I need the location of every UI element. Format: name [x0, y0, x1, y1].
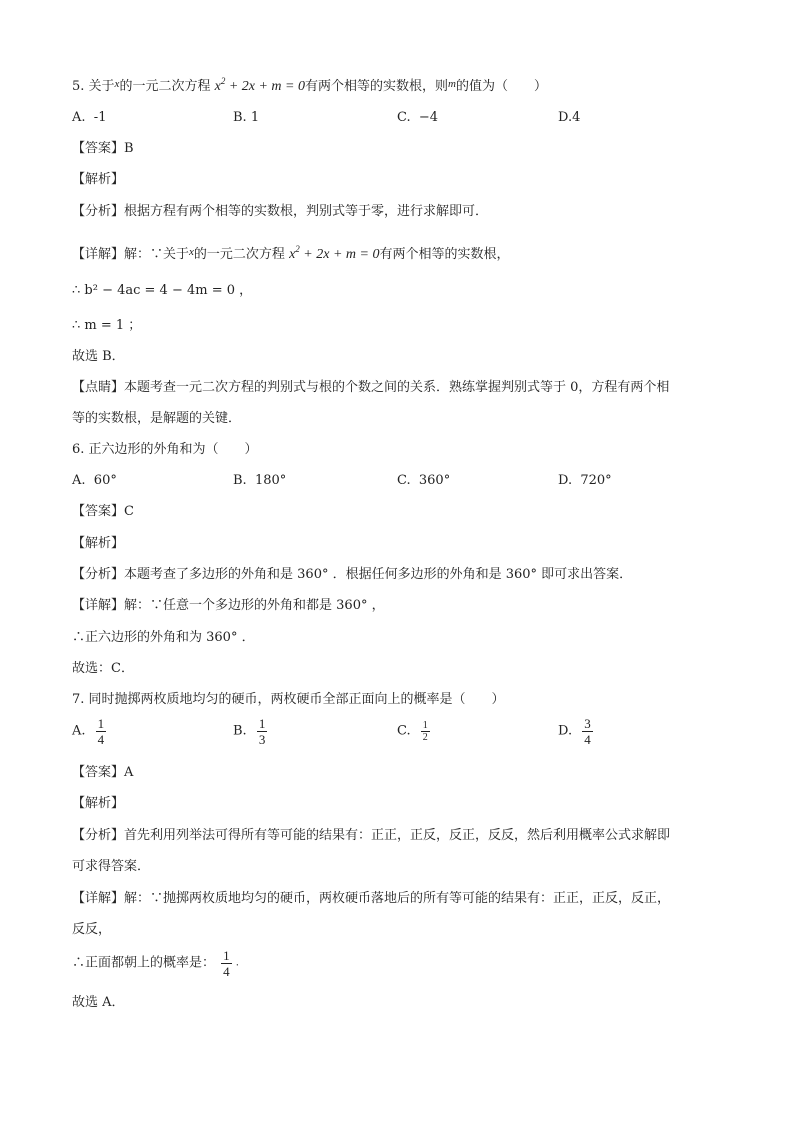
q5-dianjing-1: 【点睛】本题考查一元二次方程的判别式与根的个数之间的关系．熟练掌握判别式等于 0，方程有两个相 [72, 380, 670, 395]
q7-xiangjie-2: 反反， [72, 922, 112, 937]
q6-option-a: A. 60° [72, 473, 117, 488]
q7-step1-fraction: $\frac{1}{4}$ [223, 948, 230, 979]
q6-option-d: D. 720° [558, 473, 612, 488]
q6-option-b: B. 180° [233, 473, 287, 488]
q7-option-d-fraction: $\frac{3}{4}$ [584, 716, 591, 747]
q5-analysis-heading: 【解析】 [72, 172, 125, 187]
q5-answer: 【答案】B [72, 141, 134, 156]
q7-option-c-fraction: $\frac{1}{2}$ [422, 720, 428, 743]
q7-option-d: D. $\frac{3}{4}$ [558, 716, 591, 747]
q7-answer: 【答案】A [72, 765, 134, 780]
q5-stem-b: 的一元二次方程 [119, 79, 211, 94]
q5-stem-a: 5. 关于 [72, 79, 115, 94]
q7-fenxi-1: 【分析】首先利用列举法可得所有等可能的结果有：正正，正反，反正，反反，然后利用概率公式求解即 [72, 828, 671, 843]
q7-choose: 故选 A． [72, 995, 125, 1010]
q5-choose: 故选 B． [72, 349, 125, 364]
q6-step1: ∴正六边形的外角和为 360° ． [72, 630, 255, 645]
q5-option-a: A. -1 [72, 110, 107, 125]
q7-step1: ∴正面都朝上的概率是： $\frac{1}{4}$ . [72, 948, 239, 979]
q5-xiangjie: 【详解】解：∵关于$^x$的一元二次方程 $x^2 + 2x + m = 0$有两个相等的实数根， [72, 244, 510, 262]
q7-option-b-fraction: $\frac{1}{3}$ [258, 716, 266, 747]
q7-option-a: A. $\frac{1}{4}$ [72, 716, 105, 747]
q5-stem [72, 72, 547, 96]
q5-xiangjie-equation: $x^2 + 2x + m = 0$ [289, 244, 380, 262]
q5-stem-c: 有两个相等的实数根，则 [304, 79, 448, 94]
q7-analysis-heading: 【解析】 [72, 796, 125, 811]
q7-option-c: C. $\frac{1}{2}$ [397, 720, 428, 743]
q5-var-m: m [448, 78, 456, 90]
q6-answer: 【答案】C [72, 504, 134, 519]
q6-analysis-heading: 【解析】 [72, 536, 125, 551]
q5-option-d: D.4 [558, 110, 581, 125]
q7-option-b: B. $\frac{1}{3}$ [233, 716, 266, 747]
q6-option-c: C. 360° [397, 473, 451, 488]
q5-stem-d: 的值为（ ） [455, 79, 547, 94]
q5-step2: ∴ m = 1 ； [72, 318, 142, 333]
q7-stem: 7. 同时抛掷两枚质地均匀的硬币，两枚硬币全部正面向上的概率是（ ） [72, 692, 505, 707]
q6-xiangjie: 【详解】解：∵任意一个多边形的外角和都是 360° ， [72, 598, 385, 613]
q7-option-a-fraction: $\frac{1}{4}$ [97, 716, 105, 747]
q7-xiangjie-1: 【详解】解：∵抛掷两枚质地均匀的硬币，两枚硬币落地后的所有等可能的结果有：正正，正反，反正， [72, 891, 671, 906]
q5-equation: $x^2 + 2x + m = 0$ [214, 76, 305, 94]
q5-option-c: C. −4 [397, 110, 439, 125]
q5-fenxi: 【分析】根据方程有两个相等的实数根，判别式等于零，进行求解即可． [72, 204, 489, 219]
q6-stem: 6. 正六边形的外角和为（ ） [72, 442, 258, 457]
q6-choose: 故选：C． [72, 661, 134, 676]
q7-fenxi-2: 可求得答案． [72, 859, 151, 874]
q5-option-b: B. 1 [233, 110, 260, 125]
q5-step1: ∴ b² − 4ac = 4 − 4m = 0 ， [72, 283, 253, 298]
q6-fenxi: 【分析】本题考查了多边形的外角和是 360° ．根据任何多边形的外角和是 360° 即可求出答案． [72, 567, 633, 582]
q5-dianjing-2: 等的实数根，是解题的关键． [72, 411, 242, 426]
q5-var-x: x [114, 78, 120, 90]
